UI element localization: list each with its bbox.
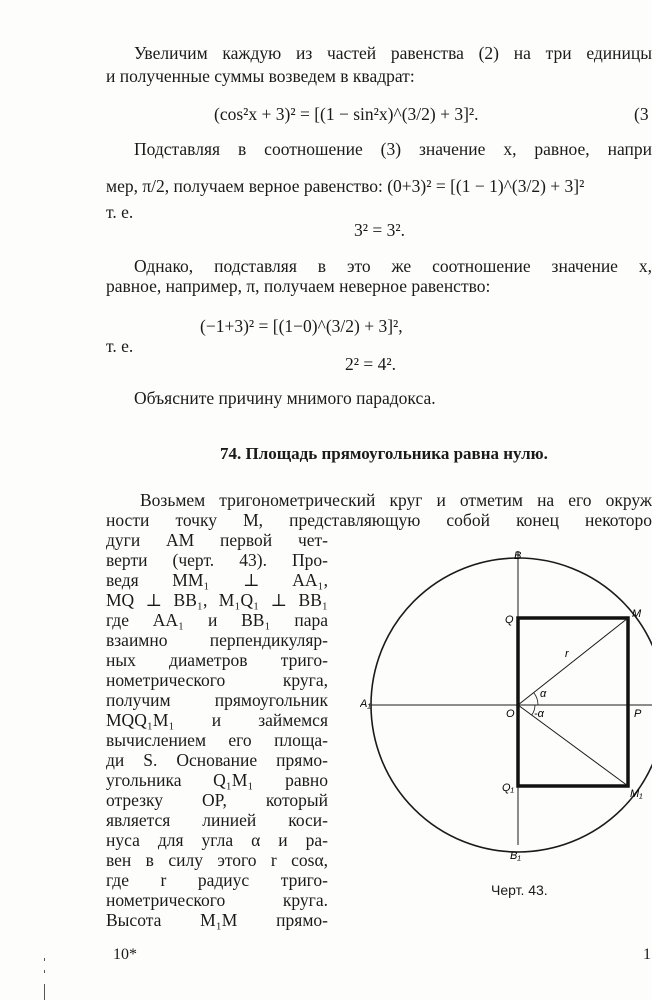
column-line: где AA₁ и BB₁ пара: [106, 610, 328, 630]
column-line: угольника Q₁M₁ равно: [106, 770, 328, 790]
column-line: ных диаметров триго-: [106, 650, 328, 670]
column-line: ведя MM₁ ⊥ AA₁,: [106, 570, 328, 590]
label-P: P: [634, 708, 642, 720]
radius-OM: [518, 618, 628, 705]
equation-number: (3: [634, 104, 649, 124]
column-line: где r радиус триго-: [106, 870, 328, 890]
column-line: вычислением его площа-: [106, 730, 328, 750]
section-heading: 74. Площадь прямоугольника равна нулю.: [220, 444, 548, 463]
result-equation: 2² = 4².: [345, 354, 396, 374]
equation: (−1+3)² = [(1−0)^(3/2) + 3]²,: [200, 316, 403, 336]
label-Q1: Q₁: [502, 782, 515, 794]
paragraph-line: и полученные суммы возведем в квадрат:: [106, 66, 415, 86]
column-line: вен в силу этого r cosα,: [106, 850, 328, 870]
label-O: O: [506, 708, 515, 720]
paragraph-line: Увеличим каждую из частей равенства (2) на три единицы: [134, 43, 652, 63]
column-line: верти (черт. 43). Про-: [106, 550, 328, 570]
margin-mark: [44, 958, 45, 961]
paragraph-line: мер, π/2, получаем верное равенство: (0+3)² = [(1 − 1)^(3/2) + 3]²: [106, 176, 585, 196]
label-A1: A₁: [360, 698, 371, 710]
te-label: т. е.: [106, 336, 134, 356]
question-line: Объясните причину мнимого парадокса.: [134, 388, 436, 408]
paragraph-line: Возьмем тригонометрический круг и отметим на его окруж: [140, 490, 652, 510]
label-alpha: α: [540, 688, 547, 700]
result-equation: 3² = 3².: [354, 220, 405, 240]
label-r: r: [565, 648, 569, 660]
column-line: нометрического круга,: [106, 670, 328, 690]
column-line: нуса для угла α и ра-: [106, 830, 328, 850]
equation: (cos²x + 3)² = [(1 − sin²x)^(3/2) + 3]².: [214, 104, 479, 124]
margin-mark: [44, 984, 45, 1000]
column-line: взаимно перпендикуляр-: [106, 630, 328, 650]
label-Q: Q: [505, 614, 514, 626]
column-line: дуги AM первой чет-: [106, 530, 328, 550]
label-minus-alpha: -α: [534, 708, 544, 720]
label-M1: M₁: [630, 788, 643, 800]
column-line: является линией коси-: [106, 810, 328, 830]
trig-circle-figure: [360, 545, 652, 865]
paragraph-line: Подставляя в соотношение (3) значение x, равное, напри: [134, 139, 652, 159]
paragraph-line: равное, например, π, получаем неверное равенство:: [106, 276, 491, 296]
page-footer-left: 10*: [113, 946, 137, 963]
page-footer-right: 1: [643, 946, 651, 963]
paragraph-line: Однако, подставляя в это же соотношение значение x,: [134, 256, 652, 276]
column-line: получим прямоугольник: [106, 690, 328, 710]
column-line: нометрического круга.: [106, 890, 328, 910]
figure-caption: Черт. 43.: [491, 882, 548, 898]
label-M: M: [632, 608, 642, 620]
column-line: отрезку OP, который: [106, 790, 328, 810]
column-line: MQ ⊥ BB₁, M₁Q₁ ⊥ BB₁: [106, 590, 328, 610]
margin-mark: [44, 970, 45, 973]
column-line: Высота M₁M прямо-: [106, 910, 328, 930]
column-line: MQQ₁M₁ и займемся: [106, 710, 328, 730]
paragraph-line: ности точку M, представляющую собой конец некоторо: [106, 510, 652, 530]
angle-alpha-arc: [534, 693, 538, 705]
te-label: т. е.: [106, 202, 134, 222]
label-B1: B₁: [510, 850, 521, 862]
rectangle-MQQ1M1: [518, 618, 628, 786]
label-B: B: [514, 550, 522, 562]
column-line: ди S. Основание прямо-: [106, 750, 328, 770]
